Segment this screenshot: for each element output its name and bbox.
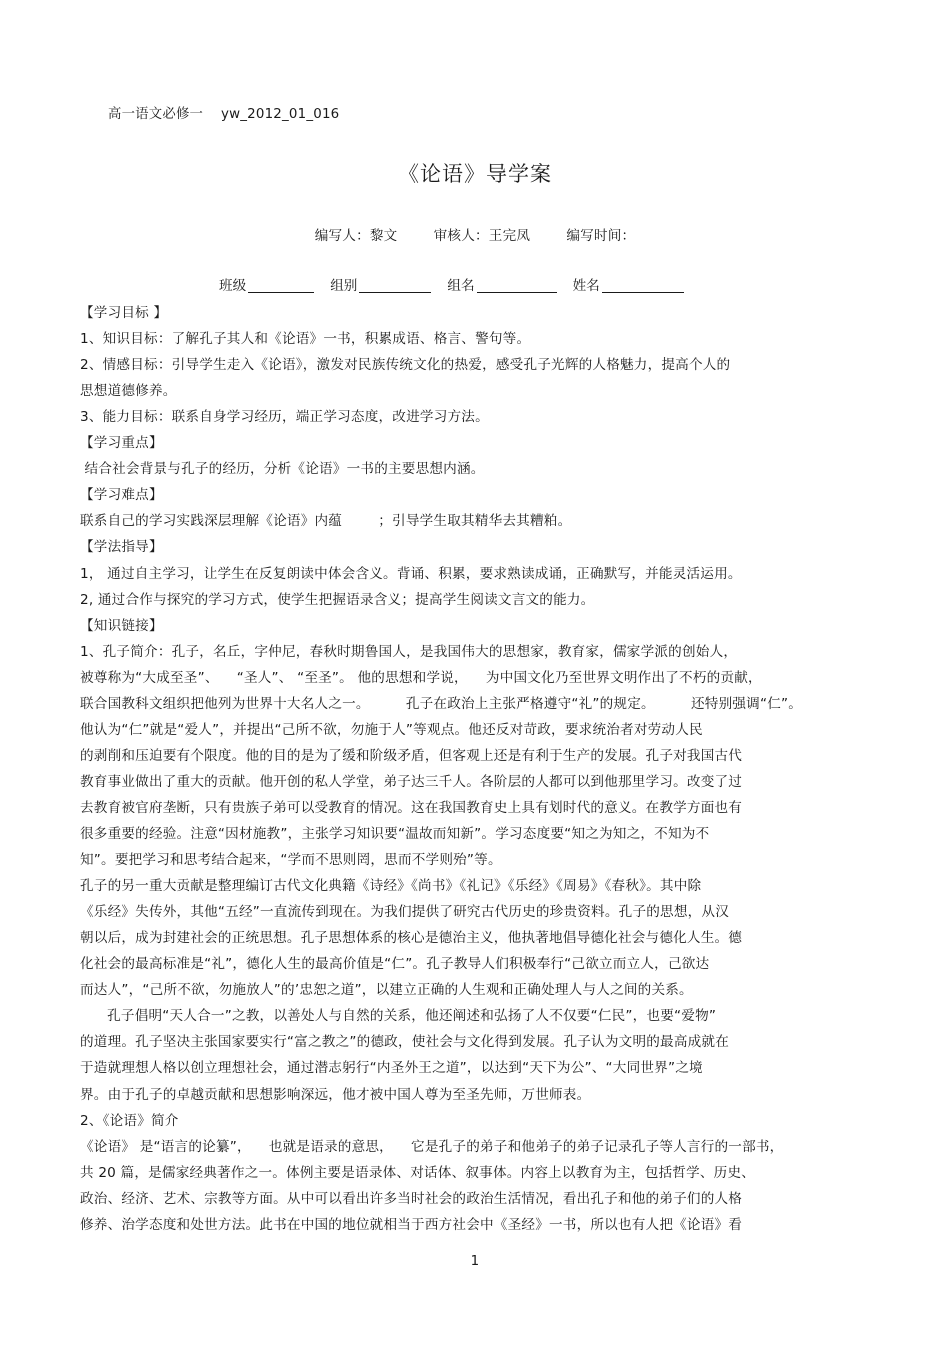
- page-number: 1: [470, 1254, 480, 1269]
- body-line: 《乐经》失传外，其他“五经”一直流传到现在。为我们提供了研究古代历史的珍贵资料。孔子的思想，从汉: [80, 904, 729, 920]
- group-label: 组别: [330, 278, 358, 294]
- body-line: 的剥削和压迫要有个限度。他的目的是为了缓和阶级矛盾，但客观上还是有利于生产的发展。孔子对我国古代: [80, 748, 743, 764]
- name-label: 姓名: [572, 278, 600, 294]
- body-line: 孔子的另一重大贡献是整理编订古代文化典籍《诗经》《尚书》《礼记》《乐经》《周易》《春秋》。其中除: [80, 878, 702, 894]
- student-info-row: [219, 277, 700, 295]
- body-line: 2, 通过合作与探究的学习方式，使学生把握语录含义；提高学生阅读文言文的能力。: [80, 592, 595, 608]
- body-line: 联合国教科文组织把他列为世界十大名人之一。 孔子在政治上主张严格遵守“礼”的规定。 还特别强调“仁”。: [80, 696, 803, 712]
- class-blank[interactable]: [248, 291, 314, 293]
- body-line: 共 20 篇，是儒家经典著作之一。体例主要是语录体、对话体、叙事体。内容上以教育为主，包括哲学、历史、: [80, 1165, 756, 1181]
- body-line: 教育事业做出了重大的贡献。他开创的私人学堂，弟子达三千人。各阶层的人都可以到他那里学习。改变了过: [80, 774, 743, 790]
- body-line: 而达人”，“己所不欲，勿施放人”的’忠恕之道”，以建立正确的人生观和正确处理人与人之间的关系。: [80, 982, 693, 998]
- group-name-label: 组名: [447, 278, 475, 294]
- body-line: 政治、经济、艺术、宗教等方面。从中可以看出许多当时社会的政治生活情况，看出孔子和他的弟子们的人格: [80, 1191, 743, 1207]
- body-line: 于造就理想人格以创立理想社会，通过潜志躬行“内圣外王之道”，以达到“天下为公”、“大同世界”之境: [80, 1060, 703, 1076]
- body-line: 结合社会背景与孔子的经历，分析《论语》一书的主要思想内涵。: [80, 461, 485, 477]
- class-label: 班级: [219, 278, 247, 294]
- document-code: 高一语文必修一 yw_2012_01_016: [108, 107, 340, 122]
- body-line: 界。由于孔子的卓越贡献和思想影响深远，他才被中国人尊为至圣先师，万世师表。: [80, 1087, 591, 1103]
- group-name-blank[interactable]: [477, 291, 557, 293]
- body-line: 修养、治学态度和处世方法。此书在中国的地位就相当于西方社会中《圣经》一书，所以也有人把《论语》看: [80, 1217, 743, 1233]
- body-line: 3、能力目标：联系自身学习经历，端正学习态度，改进学习方法。: [80, 409, 489, 425]
- body-line: 《论语》 是“语言的论纂”， 也就是语录的意思， 它是孔子的弟子和他弟子的弟子记录孔子等人言行的一部书，: [80, 1139, 784, 1155]
- body-line: 孔子倡明“天人合一”之教，以善处人与自然的关系，他还阐述和弘扬了人不仅要“仁民”，也要“爱物”: [80, 1008, 717, 1024]
- group-blank[interactable]: [359, 291, 431, 293]
- body-line: 化社会的最高标准是“礼”，德化人生的最高价值是“仁”。孔子教导人们积极奉行“己欲立而立人，己欲达: [80, 956, 710, 972]
- body-line: 【学法指导】: [80, 539, 163, 555]
- body-line: 1、知识目标：了解孔子其人和《论语》一书，积累成语、格言、警句等。: [80, 331, 531, 347]
- body-line: 1、孔子简介：孔子，名丘，字仲尼，春秋时期鲁国人，是我国伟大的思想家，教育家，儒家学派的创始人，: [80, 644, 738, 660]
- body-line: 知”。要把学习和思考结合起来，“学而不思则罔，思而不学则殆”等。: [80, 852, 502, 868]
- body-line: 【学习目标 】: [80, 305, 168, 321]
- body-line: 【学习重点】: [80, 435, 163, 451]
- body-line: 【知识链接】: [80, 618, 163, 634]
- body-line: 很多重要的经验。注意“因材施教”，主张学习知识要“温故而知新”。学习态度要“知之为知之，不知为不: [80, 826, 710, 842]
- body-line: 【学习难点】: [80, 487, 163, 503]
- name-blank[interactable]: [602, 291, 684, 293]
- author-line: 编写人：黎文 审核人：王完凤 编写时间：: [314, 228, 636, 244]
- body-line: 去教育被官府垄断，只有贵族子弟可以受教育的情况。这在我国教育史上具有划时代的意义。在教学方面也有: [80, 800, 743, 816]
- body-line: 他认为“仁”就是“爱人”，并提出“己所不欲，勿施于人”等观点。他还反对苛政，要求统治者对劳动人民: [80, 722, 703, 738]
- body-line: 1， 通过自主学习，让学生在反复朗读中体会含义。背诵、积累，要求熟读成诵，正确默写，并能灵活运用。: [80, 566, 742, 582]
- body-line: 的道理。孔子坚决主张国家要实行“富之教之”的德政，使社会与文化得到发展。孔子认为文明的最高成就在: [80, 1034, 729, 1050]
- body-line: 2、《论语》简介: [80, 1113, 179, 1129]
- body-line: 朝以后，成为封建社会的正统思想。孔子思想体系的核心是德治主义，他执著地倡导德化社会与德化人生。德: [80, 930, 743, 946]
- document-title: 《论语》导学案: [398, 162, 552, 186]
- body-line: 2、情感目标：引导学生走入《论语》，激发对民族传统文化的热爱，感受孔子光辉的人格魅力，提高个人的: [80, 357, 731, 373]
- body-line: 思想道德修养。: [80, 383, 177, 399]
- body-line: 被尊称为“大成至圣”、 “圣人”、 “至圣”。 他的思想和学说， 为中国文化乃至世界文明作出了不朽的贡献，: [80, 670, 762, 686]
- body-line: 联系自己的学习实践深层理解《论语》内蕴 ；引导学生取其精华去其糟粕。: [80, 513, 572, 529]
